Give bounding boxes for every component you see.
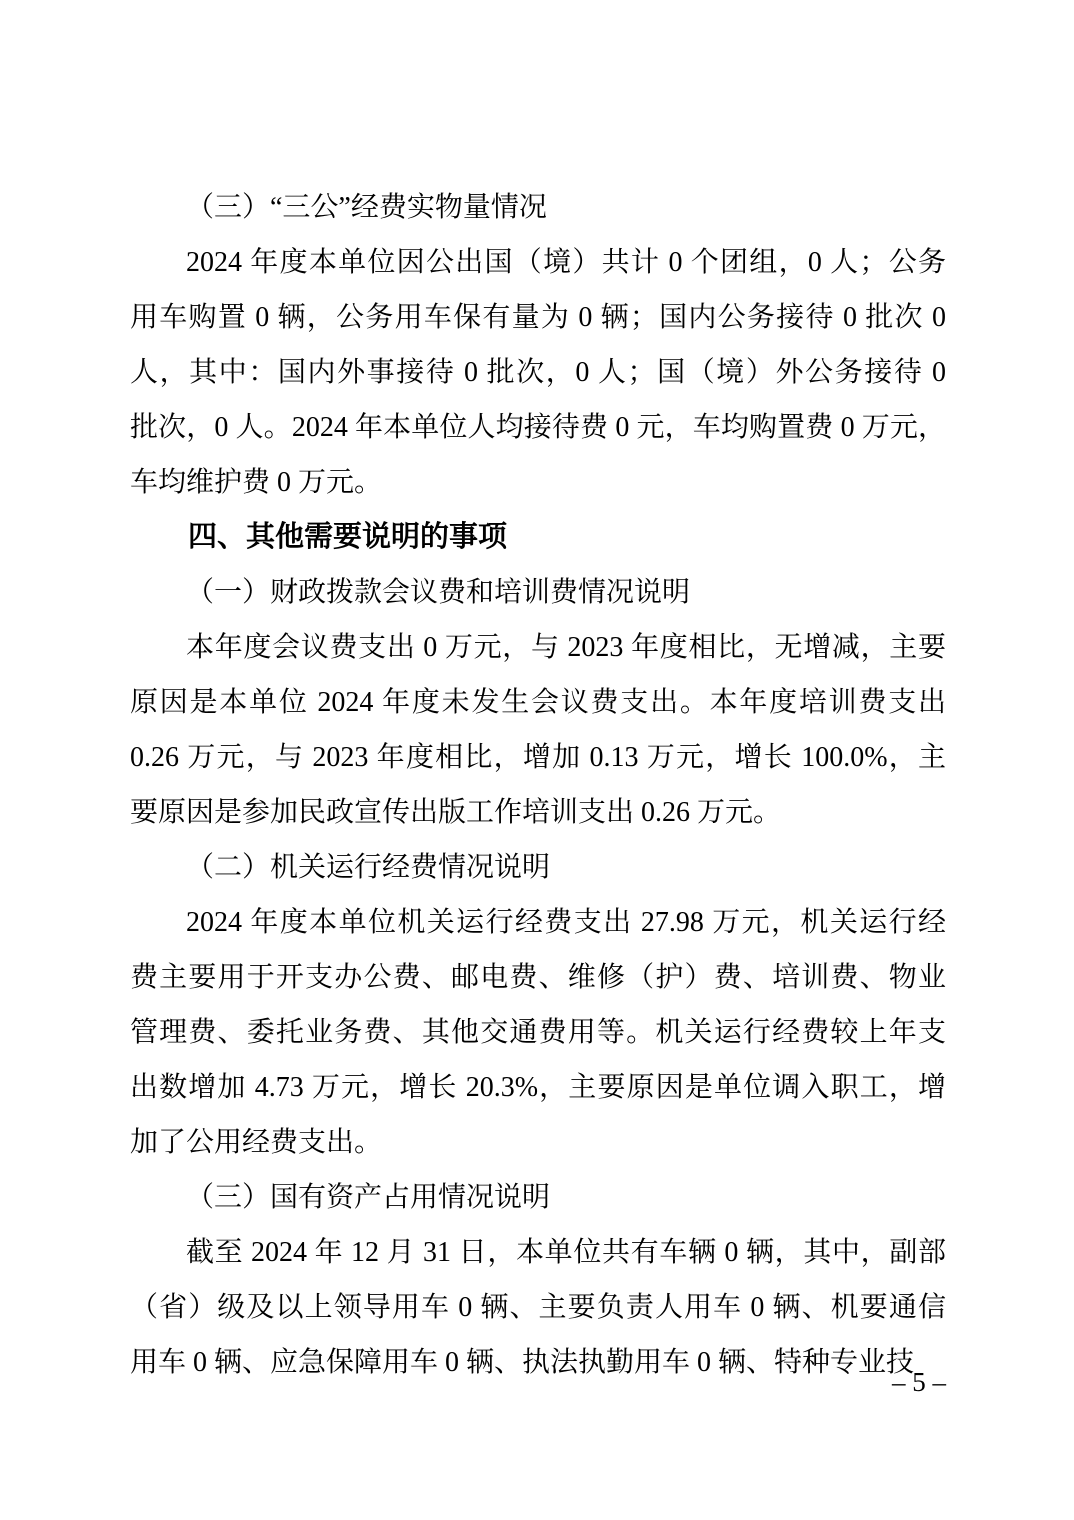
- page-number: – 5 –: [892, 1367, 946, 1397]
- section-heading: [130, 840, 946, 895]
- text-line: （三）国有资产占用情况说明: [186, 1182, 551, 1213]
- text-line: 本年度会议费支出 0 万元，与 2023 年度相比，无增减，主要: [186, 632, 946, 663]
- text-line: （二）机关运行经费情况说明: [186, 852, 551, 883]
- text-line: 截至 2024 年 12 月 31 日，本单位共有车辆 0 辆，其中，副部: [186, 1237, 946, 1268]
- text-line: （一）财政拨款会议费和培训费情况说明: [186, 577, 691, 608]
- text-line: 管理费、委托业务费、其他交通费用等。机关运行经费较上年支: [130, 1017, 946, 1048]
- text-line: 2024 年度本单位因公出国（境）共计 0 个团组，0 人；公务: [186, 247, 946, 278]
- text-line: 四、其他需要说明的事项: [188, 521, 508, 553]
- text-line: （省）级及以上领导用车 0 辆、主要负责人用车 0 辆、机要通信: [130, 1292, 946, 1323]
- text-line: 用车 0 辆、应急保障用车 0 辆、执法执勤用车 0 辆、特种专业技: [130, 1347, 915, 1378]
- section-heading: [130, 1170, 946, 1225]
- paragraph: [130, 620, 946, 840]
- paragraph: [130, 1225, 946, 1390]
- text-line: 车均维护费 0 万元。: [130, 467, 383, 498]
- text-line: 2024 年度本单位机关运行经费支出 27.98 万元，机关运行经: [186, 907, 946, 938]
- text-line: 要原因是参加民政宣传出版工作培训支出 0.26 万元。: [130, 797, 782, 828]
- section-heading: [130, 510, 946, 565]
- section-heading: [130, 180, 946, 235]
- text-line: 批次，0 人。2024 年本单位人均接待费 0 元，车均购置费 0 万元，: [130, 412, 946, 443]
- document-content: [130, 180, 946, 1390]
- text-line: 0.26 万元，与 2023 年度相比，增加 0.13 万元，增长 100.0%，主: [130, 742, 946, 773]
- text-line: 用车购置 0 辆，公务用车保有量为 0 辆；国内公务接待 0 批次 0: [130, 302, 946, 333]
- text-line: （三）“三公”经费实物量情况: [186, 192, 547, 223]
- text-line: 费主要用于开支办公费、邮电费、维修（护）费、培训费、物业: [130, 962, 946, 993]
- text-line: 人，其中：国内外事接待 0 批次，0 人；国（境）外公务接待 0: [130, 357, 946, 388]
- paragraph: [130, 235, 946, 510]
- section-heading: [130, 565, 946, 620]
- text-line: 原因是本单位 2024 年度未发生会议费支出。本年度培训费支出: [130, 687, 946, 718]
- text-line: 出数增加 4.73 万元，增长 20.3%，主要原因是单位调入职工，增: [130, 1072, 946, 1103]
- text-line: 加了公用经费支出。: [130, 1127, 383, 1158]
- paragraph: [130, 895, 946, 1170]
